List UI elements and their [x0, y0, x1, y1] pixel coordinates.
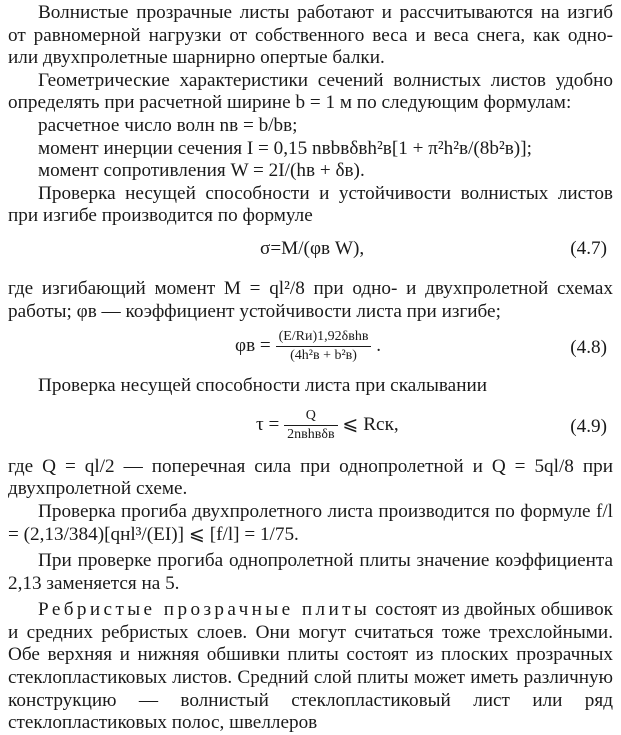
paragraph-deflection-check: Проверка прогиба двухпролетного листа производится по формуле f/l = (2,13/384)[qнl³/(EI)] ⩽ [f/l] = 1/75.: [8, 500, 613, 545]
formula-4-7-number: (4.7): [570, 237, 607, 259]
list-item-wave-count: расчетное число волн nв = b/bв;: [38, 114, 298, 136]
paragraph-bending-check: Проверка несущей способности и устойчивости волнистых листов при изгибе производится по формуле: [8, 182, 613, 227]
formula-4-8-number: (4.8): [570, 337, 607, 359]
formula-4-9-tail: ⩽ Rск,: [337, 413, 399, 435]
ribbed-plates-term: Ребристые прозрачные плиты: [38, 599, 371, 621]
paragraph-geometry: Геометрические характеристики сечений волнистых листов удобно определять при расчетной ширине b = 1 м по следующим формулам:: [8, 69, 613, 114]
formula-4-8: [8, 329, 613, 375]
formula-4-9: [8, 408, 613, 456]
ribbed-plates-text: состоят из двойных обшивок и средних ребристых слоев. Они могут считаться тоже трехслойными. Обе верхняя и нижняя обшивки плиты состоят из плоских прозрачных стеклопластиковых листов. Средний слой плиты может иметь различную конструкцию — волнистый стеклопластиковый лист или ряд стеклопластиковых полос, швеллеров: [8, 599, 614, 734]
list-item-section-modulus: момент сопротивления W = 2I/(hв + δв).: [38, 160, 365, 182]
paragraph-ribbed-plates: [8, 599, 613, 735]
formula-4-9-denominator: 2nвhвδв: [287, 426, 335, 442]
formula-4-7-expression: σ=M/(φв W),: [260, 237, 365, 259]
paragraph-bending-moment: где изгибающий момент M = ql²/8 при одно- и двухпролетной схемах работы; φв — коэффициент устойчивости листа при изгибе;: [8, 277, 613, 322]
formula-4-8-fraction: [276, 329, 372, 364]
formula-4-9-expression: [256, 408, 399, 443]
formula-4-8-denominator: (4h²в + b²в): [290, 348, 357, 364]
formula-4-9-number: (4.9): [570, 415, 607, 437]
formula-4-8-lhs: φв =: [235, 335, 271, 357]
paragraph-shear-check: Проверка несущей способности листа при скалывании: [38, 375, 488, 397]
paragraph-shear-force: где Q = ql/2 — поперечная сила при однопролетной и Q = 5ql/8 при двухпролетной схеме.: [8, 455, 613, 500]
formula-4-8-expression: [235, 329, 381, 364]
formula-4-8-tail: .: [371, 335, 382, 357]
paragraph-deflection-coefficient: При проверке прогиба однопролетной плиты значение коэффициента 2,13 заменяется на 5.: [8, 550, 613, 594]
formula-4-7: [8, 236, 613, 278]
list-item-moment-of-inertia: момент инерции сечения I = 0,15 nвbвδвh²в[1 + π²h²в/(8b²в)];: [38, 137, 532, 159]
formula-4-9-lhs: τ =: [256, 413, 280, 435]
formula-4-9-fraction: [284, 408, 337, 443]
formula-4-9-numerator: Q: [284, 408, 337, 426]
formula-4-8-numerator: (E/Rи)1,92δвhв: [276, 329, 372, 347]
paragraph-intro: Волнистые прозрачные листы работают и рассчитываются на изгиб от равномерной нагрузки от собственного веса и веса снега, как одно- или двухпролетные шарнирно опертые балки.: [8, 2, 613, 69]
